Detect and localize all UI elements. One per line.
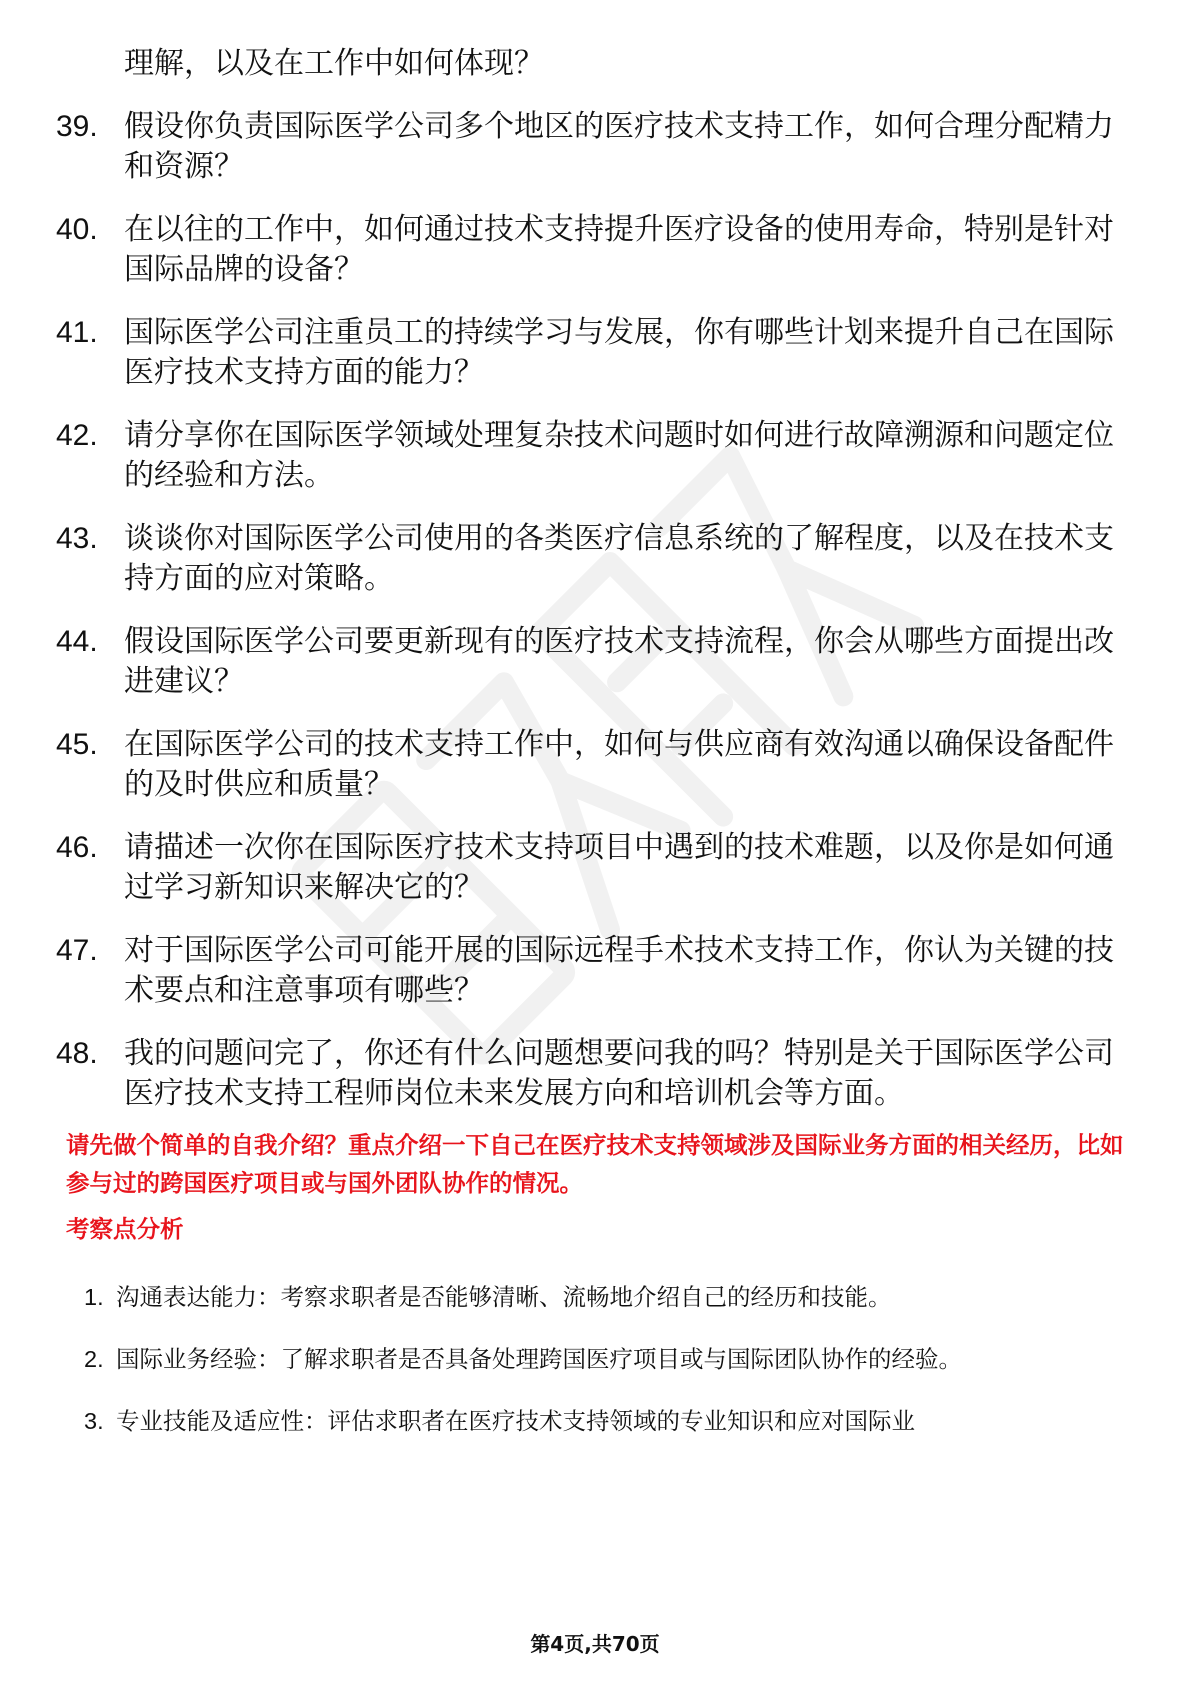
question-item [56,725,1136,805]
highlight-question: 请先做个简单的自我介绍？重点介绍一下自己在医疗技术支持领域涉及国际业务方面的相关经历，比如参与过的跨国医疗项目或与国外团队协作的情况。 [66,1131,1124,1197]
question-item [56,1034,1136,1114]
question-text: 请描述一次你在国际医疗技术支持项目中遇到的技术难题，以及你是如何通过学习新知识来解决它的？ [124,830,1114,905]
analysis-text: 专业技能及适应性：评估求职者在医疗技术支持领域的专业知识和应对国际业 [116,1407,915,1435]
question-number: 43. [56,522,98,555]
question-text: 在国际医学公司的技术支持工作中，如何与供应商有效沟通以确保设备配件的及时供应和质量？ [124,727,1114,802]
question-item [56,519,1136,599]
question-text: 在以往的工作中，如何通过技术支持提升医疗设备的使用寿命，特别是针对国际品牌的设备？ [124,212,1114,287]
page-footer: 第4页,共70页 [530,1632,660,1656]
analysis-number: 2. [84,1346,104,1372]
question-number: 40. [56,213,98,246]
analysis-item [84,1394,1134,1448]
question-text: 理解，以及在工作中如何体现？ [124,46,544,81]
question-number: 41. [56,316,98,349]
question-item [56,313,1136,393]
question-item [56,622,1136,702]
question-text: 国际医学公司注重员工的持续学习与发展，你有哪些计划来提升自己在国际医疗技术支持方面的能力？ [124,315,1114,390]
question-text: 谈谈你对国际医学公司使用的各类医疗信息系统的了解程度，以及在技术支持方面的应对策略。 [124,521,1114,596]
question-text: 我的问题问完了，你还有什么问题想要问我的吗？特别是关于国际医学公司医疗技术支持工程师岗位未来发展方向和培训机会等方面。 [124,1036,1114,1111]
analysis-text: 国际业务经验：了解求职者是否具备处理跨国医疗项目或与国际团队协作的经验。 [116,1345,962,1373]
question-number: 45. [56,728,98,761]
analysis-number: 1. [84,1284,104,1310]
analysis-number: 3. [84,1408,104,1434]
analysis-text: 沟通表达能力：考察求职者是否能够清晰、流畅地介绍自己的经历和技能。 [116,1283,892,1311]
question-number: 44. [56,625,98,658]
question-item [56,416,1136,496]
analysis-title: 考察点分析 [66,1215,184,1243]
question-number: 39. [56,110,98,143]
question-item [56,931,1136,1011]
question-list [56,44,1136,1137]
question-text: 对于国际医学公司可能开展的国际远程手术技术支持工作，你认为关键的技术要点和注意事项有哪些？ [124,933,1114,1008]
question-text: 假设国际医学公司要更新现有的医疗技术支持流程，你会从哪些方面提出改进建议？ [124,624,1114,699]
question-item [56,44,1136,84]
analysis-list [84,1270,1134,1456]
question-text: 假设你负责国际医学公司多个地区的医疗技术支持工作，如何合理分配精力和资源？ [124,109,1114,184]
question-number: 48. [56,1037,98,1070]
question-item [56,210,1136,290]
question-item [56,828,1136,908]
analysis-item [84,1270,1134,1324]
question-number: 42. [56,419,98,452]
question-text: 请分享你在国际医学领域处理复杂技术问题时如何进行故障溯源和问题定位的经验和方法。 [124,418,1114,493]
analysis-item [84,1332,1134,1386]
question-item [56,107,1136,187]
question-number: 47. [56,934,98,967]
question-number: 46. [56,831,98,864]
